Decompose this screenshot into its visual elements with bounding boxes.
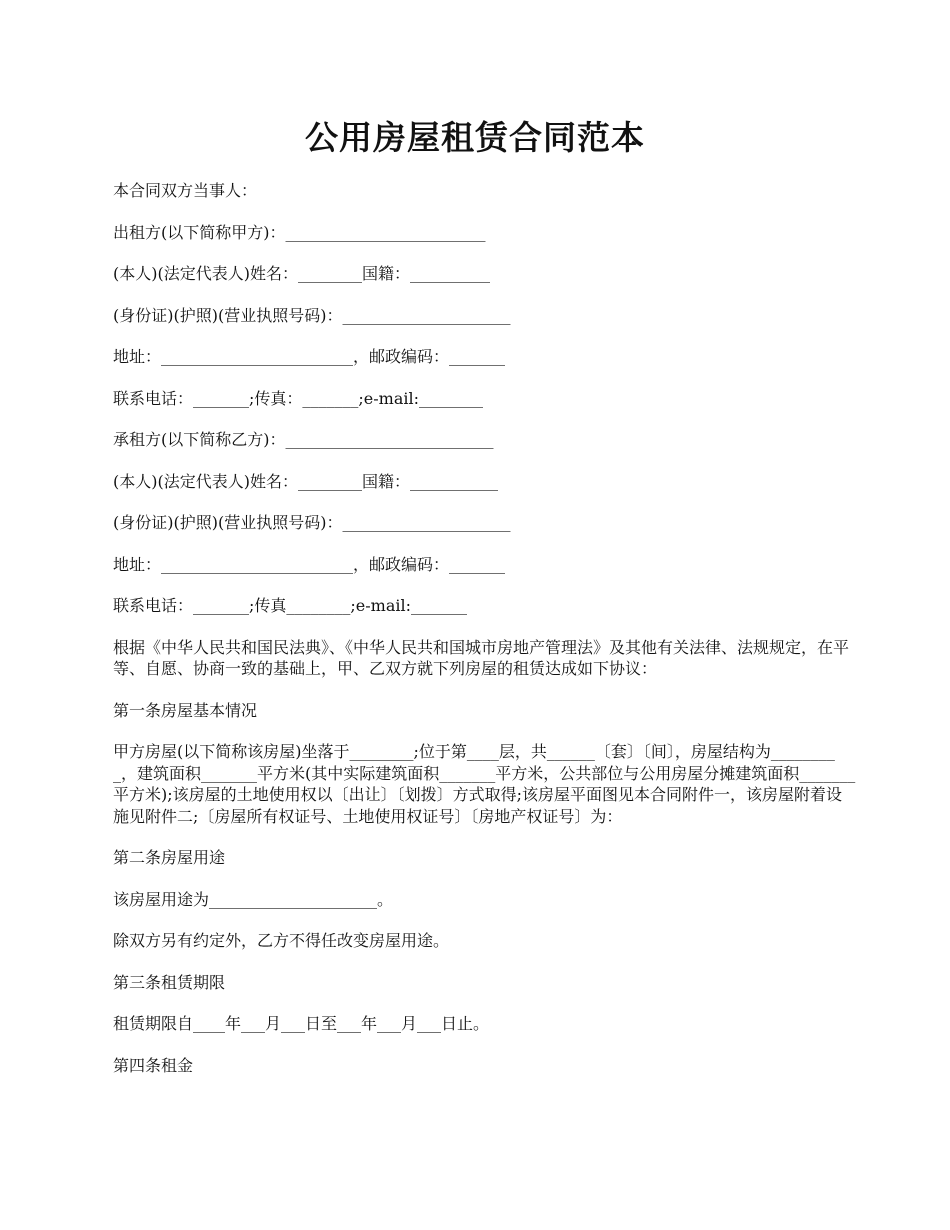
article-3-heading: 第三条租赁期限 (113, 972, 226, 992)
lessor-name-nationality: (本人)(法定代表人)姓名：________国籍：__________ (113, 264, 490, 283)
lessee-address: 地址：________________________，邮政编码：_______ (113, 554, 506, 574)
article-2-restriction: 除双方另有约定外，乙方不得任改变房屋用途。 (113, 931, 450, 950)
parties-intro: 本合同双方当事人： (113, 181, 258, 200)
document-title: 公用房屋租赁合同范本 (305, 118, 645, 157)
lessor-line: 出租方(以下简称甲方)：_________________________ (113, 222, 486, 242)
article-2-heading: 第二条房屋用途 (113, 848, 226, 867)
lessee-line: 承租方(以下简称乙方)：__________________________ (113, 430, 494, 449)
article-1-heading: 第一条房屋基本情况 (113, 700, 258, 720)
article-1-body: 甲方房屋(以下简称该房屋)坐落于________;位于第____层，共______〔套〕〔间〕，房屋结构为_________，建筑面积_______平方米(其中实际建筑面积_______平方米，公共部位与公用房屋分摊建筑面积_______平方米);该房屋的土地使用权以〔出让〕〔划拨〕方式取得;该房屋平面图见本合同附件一，该房屋附着设施见附件二;〔房屋所有权证号、土地使用权证号〕〔房地产权证号〕为： (113, 742, 856, 826)
article-4-heading: 第四条租金 (113, 1055, 194, 1075)
lessee-id-number: (身份证)(护照)(营业执照号码)：_____________________ (113, 513, 511, 532)
lessor-contact: 联系电话：_______;传真：_______;e-mail:________ (113, 388, 483, 408)
lessee-name-nationality: (本人)(法定代表人)姓名：________国籍：___________ (113, 471, 498, 491)
article-3-term: 租赁期限自____年___月___日至___年___月___日止。 (113, 1014, 490, 1033)
article-2-usage: 该房屋用途为_____________________。 (113, 889, 394, 909)
lessee-contact: 联系电话：_______;传真________;e-mail:_______ (113, 596, 467, 615)
legal-basis-paragraph: 根据《中华人民共和国民法典》、《中华人民共和国城市房地产管理法》及其他有关法律、法规规定，在平等、自愿、协商一致的基础上，甲、乙双方就下列房屋的租赁达成如下协议： (113, 637, 850, 678)
lessor-address: 地址：________________________，邮政编码：_______ (113, 347, 506, 366)
lessor-id-number: (身份证)(护照)(营业执照号码)：_____________________ (113, 305, 511, 325)
document-body (113, 180, 858, 1096)
